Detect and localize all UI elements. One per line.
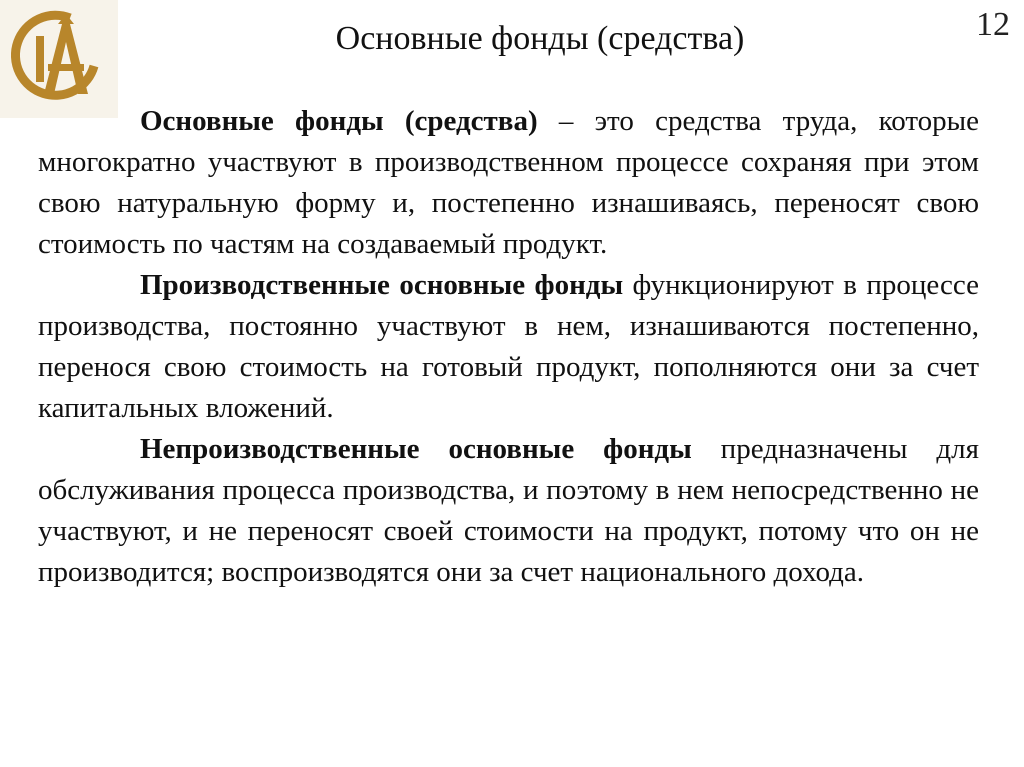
term: Производственные основные фонды	[140, 269, 624, 301]
page-title: Основные фонды (средства)	[335, 20, 745, 57]
slide-body	[38, 101, 979, 593]
term: Основные фонды (средства)	[140, 105, 538, 137]
definition: – это средства труда, которые многократно участвуют в производственном процессе сохраняя при этом свою натуральную форму и, постепенно изнашиваясь, переносят свою стоимость по частям на создаваемый продукт.	[38, 105, 979, 260]
university-emblem-icon	[8, 6, 108, 110]
page-number: 12	[976, 6, 1010, 43]
paragraph-fixed-assets	[38, 101, 979, 265]
paragraph-production-assets	[38, 265, 979, 429]
term: Непроизводственные основные фонды	[140, 433, 692, 465]
paragraph-non-production-assets	[38, 429, 979, 593]
definition: функционируют в процессе производства, постоянно участвуют в нем, изнашиваются постепенно, перенося свою стоимость на готовый продукт, пополняются они за счет капитальных вложений.	[38, 269, 979, 424]
definition: предназначены для обслуживания процесса производства, и поэтому в нем непосредственно не участвуют, и не переносят своей стоимости на продукт, потому что он не производится; воспроизводятся они за счет национального дохода.	[38, 433, 979, 588]
